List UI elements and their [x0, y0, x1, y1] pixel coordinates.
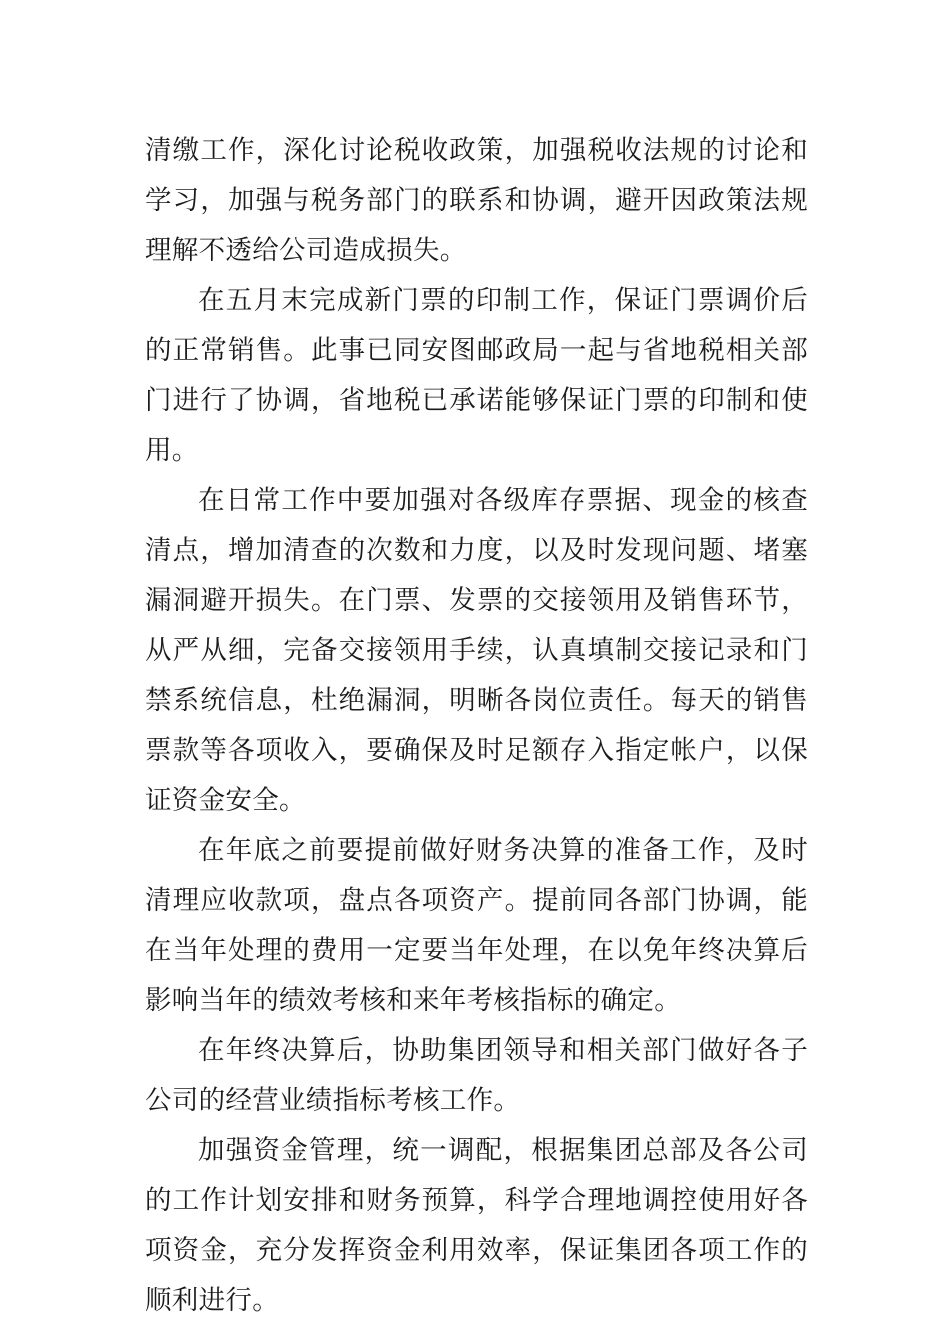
paragraph-ticket-printing: 在五月末完成新门票的印制工作，保证门票调价后的正常销售。此事已同安图邮政局一起与省地税相关部门进行了协调，省地税已承诺能够保证门票的印制和使用。: [145, 285, 808, 466]
paragraph-year-end-preparation: 在年底之前要提前做好财务决算的准备工作，及时清理应收款项，盘点各项资产。提前同各部门协调，能在当年处理的费用一定要当年处理，在以免年终决算后影响当年的绩效考核和来年考核指标的确定。: [145, 835, 808, 1016]
document-body: [145, 126, 808, 1326]
paragraph-fund-management: 加强资金管理，统一调配，根据集团总部及各公司的工作计划安排和财务预算，科学合理地调控使用好各项资金，充分发挥资金利用效率，保证集团各项工作的顺利进行。: [145, 1135, 808, 1316]
paragraph-performance-assessment: 在年终决算后，协助集团领导和相关部门做好各子公司的经营业绩指标考核工作。: [145, 1035, 808, 1116]
paragraph-continuation: 清缴工作，深化讨论税收政策，加强税收法规的讨论和学习，加强与税务部门的联系和协调，避开因政策法规理解不透给公司造成损失。: [145, 135, 808, 266]
paragraph-inventory-check: 在日常工作中要加强对各级库存票据、现金的核查清点，增加清查的次数和力度，以及时发现问题、堵塞漏洞避开损失。在门票、发票的交接领用及销售环节，从严从细，完备交接领用手续，认真填制交接记录和门禁系统信息，杜绝漏洞，明晰各岗位责任。每天的销售票款等各项收入，要确保及时足额存入指定帐户，以保证资金安全。: [145, 485, 808, 816]
